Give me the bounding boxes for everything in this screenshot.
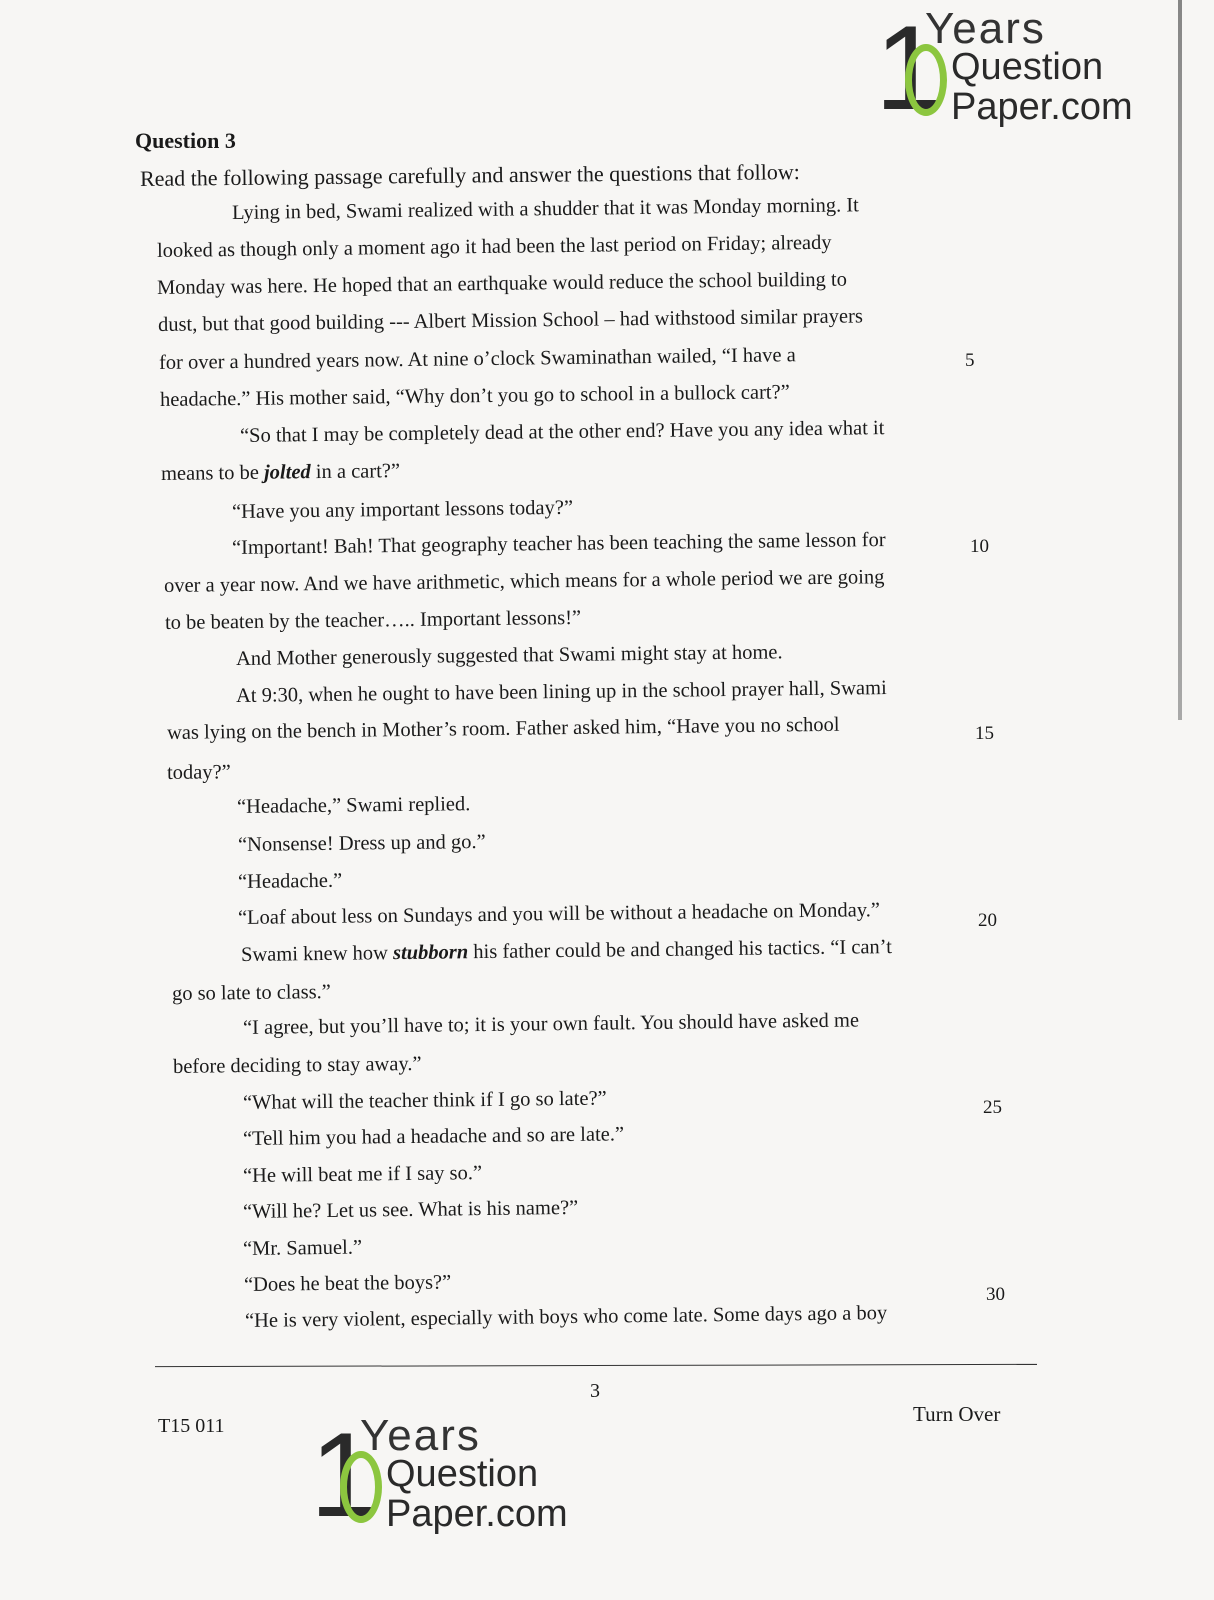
passage-line: “Tell him you had a headache and so are late.” xyxy=(242,1123,625,1150)
line-number: 5 xyxy=(965,350,975,371)
question-heading: Question 3 xyxy=(135,128,236,153)
logo-years: Years xyxy=(360,1411,481,1460)
logo-question: Question xyxy=(386,1453,539,1495)
paper-code: T15 011 xyxy=(158,1415,225,1437)
passage-line: “Nonsense! Dress up and go.” xyxy=(237,830,486,856)
passage-line: to be beaten by the teacher….. Important lessons!” xyxy=(164,606,582,634)
passage-line: for over a hundred years now. At nine o’clock Swaminathan wailed, “I have a xyxy=(158,344,796,374)
line-number: 30 xyxy=(986,1284,1005,1305)
logo-paper: Paper.com xyxy=(951,86,1133,128)
page-number: 3 xyxy=(590,1380,600,1402)
line-number: 25 xyxy=(983,1097,1002,1118)
passage-line: “So that I may be completely dead at the other end? Have you any idea what it xyxy=(239,417,885,447)
passage-line: “Mr. Samuel.” xyxy=(242,1236,363,1260)
passage-line: dust, but that good building --- Albert Mission School – had withstood similar prayers xyxy=(157,305,863,336)
passage-line: “Important! Bah! That geography teacher has been teaching the same lesson for xyxy=(231,529,886,559)
passage-line: “Headache.” xyxy=(237,869,343,893)
passage-line xyxy=(241,936,892,967)
passage-line: headache.” His mother said, “Why don’t you go to school in a bullock cart?” xyxy=(159,381,790,411)
passage-line: “Have you any important lessons today?” xyxy=(231,496,574,523)
logo-paper: Paper.com xyxy=(386,1493,568,1535)
passage-line: go so late to class.” xyxy=(171,981,331,1005)
line-number: 15 xyxy=(975,723,994,744)
passage-text: in a cart?” xyxy=(310,460,401,484)
passage-line: And Mother generously suggested that Swami might stay at home. xyxy=(235,641,783,670)
passage-line: “He will beat me if I say so.” xyxy=(242,1162,483,1187)
passage-line xyxy=(161,460,400,486)
logo-one: 1 xyxy=(310,1408,377,1542)
passage-line: “He is very violent, especially with boys who come late. Some days ago a boy xyxy=(244,1302,888,1332)
passage-line: “Loaf about less on Sundays and you will be without a headache on Monday.” xyxy=(237,899,881,929)
passage-line: At 9:30, when he ought to have been lining up in the school prayer hall, Swami xyxy=(235,677,887,707)
passage-line: “Headache,” Swami replied. xyxy=(236,793,471,818)
passage-text: Swami knew how xyxy=(240,942,394,966)
passage-line: over a year now. And we have arithmetic, which means for a whole period we are going xyxy=(163,566,885,597)
passage-line: “Does he beat the boys?” xyxy=(243,1271,452,1296)
watermark-logo-bottom xyxy=(310,1408,570,1542)
logo-question: Question xyxy=(951,46,1104,88)
line-number: 20 xyxy=(978,910,997,931)
line-number: 10 xyxy=(970,536,989,557)
logo-zero-ring-icon xyxy=(340,1451,382,1523)
passage-line: looked as though only a moment ago it had been the last period on Friday; already xyxy=(156,231,832,262)
passage-line: “What will the teacher think if I go so late?” xyxy=(242,1087,607,1114)
vocab-word-jolted: jolted xyxy=(263,461,311,484)
passage-line: Monday was here. He hoped that an earthquake would reduce the school building to xyxy=(156,268,848,299)
vocab-word-stubborn: stubborn xyxy=(392,941,469,965)
passage-line: was lying on the bench in Mother’s room. Father asked him, “Have you no school xyxy=(166,713,840,744)
turn-over-note: Turn Over xyxy=(913,1402,1001,1426)
passage-line: Lying in bed, Swami realized with a shudder that it was Monday morning. It xyxy=(231,194,859,224)
passage-text: his father could be and changed his tactics. “I can’t xyxy=(468,936,893,964)
passage-line: “Will he? Let us see. What is his name?” xyxy=(242,1196,579,1223)
passage-line: today?” xyxy=(166,761,231,784)
passage-line: “I agree, but you’ll have to; it is your own fault. You should have asked me xyxy=(242,1009,860,1039)
logo-one: 1 xyxy=(875,1,942,135)
passage-line: before deciding to stay away.” xyxy=(172,1052,422,1078)
logo-years: Years xyxy=(925,4,1046,53)
instruction-text: Read the following passage carefully and answer the questions that follow: xyxy=(139,159,800,191)
passage-text: means to be xyxy=(160,461,265,485)
